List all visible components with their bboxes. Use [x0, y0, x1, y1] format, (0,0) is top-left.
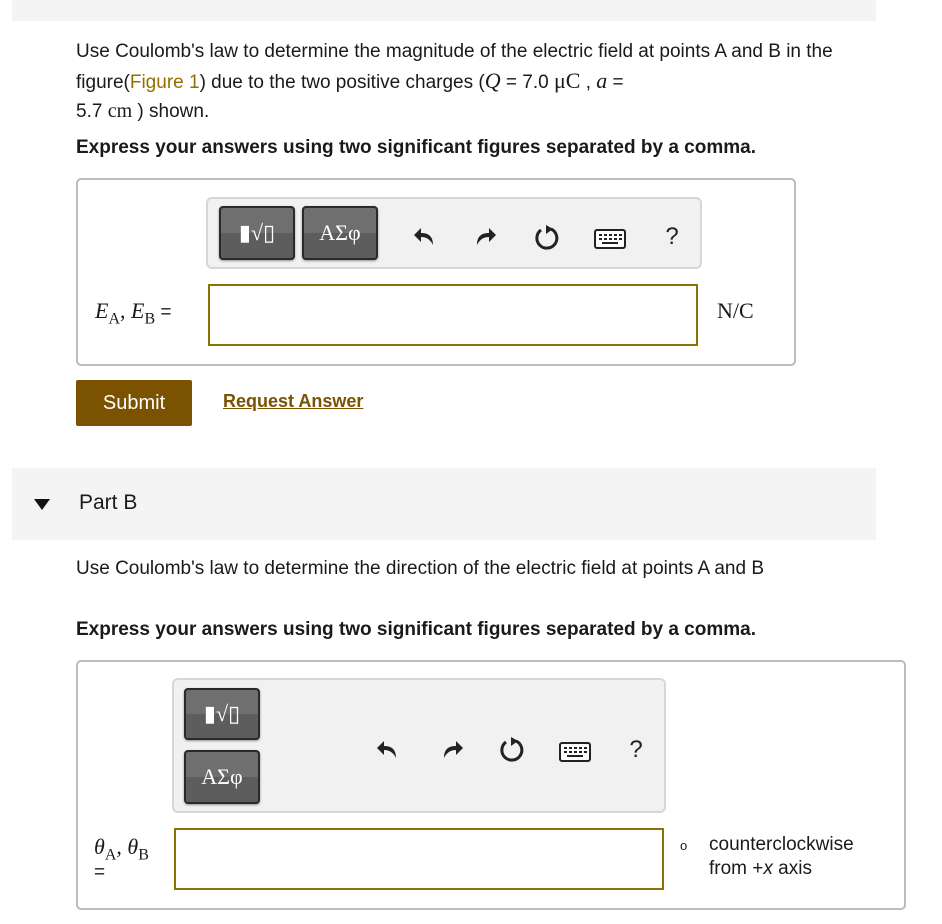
redo-icon-b[interactable]: [437, 734, 467, 764]
part-b-answer-label: [94, 834, 149, 864]
greek-label: ΑΣφ: [319, 220, 361, 245]
greek-label-b: ΑΣφ: [201, 764, 243, 789]
a-value: 5.7: [76, 101, 103, 122]
unit-line-1: counterclockwise: [709, 834, 854, 855]
a-symbol: a: [596, 68, 608, 93]
top-bar: [12, 0, 876, 21]
keyboard-icon[interactable]: [593, 227, 627, 251]
unit-line-2-post: axis: [772, 858, 812, 879]
request-answer-link[interactable]: Request Answer: [223, 391, 364, 411]
undo-icon[interactable]: [410, 221, 440, 251]
part-b-question: Use Coulomb's law to determine the direction of the electric field at points A and B: [76, 558, 764, 579]
figure-link[interactable]: Figure 1: [129, 72, 200, 93]
template-label: ▮√▯: [238, 220, 276, 245]
sub-b: B: [144, 310, 156, 328]
sub-a: A: [108, 310, 121, 328]
part-b-header[interactable]: [12, 468, 876, 540]
collapse-triangle-icon[interactable]: [34, 498, 50, 510]
template-button-b[interactable]: [184, 688, 260, 740]
question-text-end: ) shown.: [132, 101, 210, 122]
part-b-equals: =: [94, 862, 106, 883]
question-text-mid: ) due to the two positive charges (: [199, 72, 485, 93]
redo-icon[interactable]: [470, 221, 500, 251]
theta-symbol-2: θ: [127, 834, 139, 859]
e-symbol-2: E: [131, 298, 145, 323]
part-b-instruction: Express your answers using two significant figures separated by a comma.: [76, 619, 756, 640]
help-icon-b[interactable]: ?: [629, 736, 643, 763]
label-comma-b: ,: [116, 834, 128, 859]
q-symbol: Q: [484, 68, 501, 93]
greek-symbols-button-b[interactable]: [184, 750, 260, 804]
label-comma: ,: [120, 298, 132, 323]
unit-line-2-pre: from +: [709, 858, 764, 879]
q-equals: = 7.0: [500, 72, 554, 93]
part-a-answer-input[interactable]: [208, 284, 698, 346]
sub-a-b: A: [104, 846, 117, 864]
part-a-instruction: Express your answers using two significant figures separated by a comma.: [76, 137, 756, 158]
part-b-unit: [709, 833, 854, 881]
unit-x: x: [763, 858, 773, 879]
theta-symbol: θ: [94, 834, 105, 859]
part-b-answer-input[interactable]: [174, 828, 664, 890]
part-a-question: [76, 37, 866, 126]
a-separator: ,: [580, 72, 597, 93]
q-unit: μC: [553, 68, 581, 93]
submit-button[interactable]: Submit: [76, 380, 192, 426]
a-unit: cm: [107, 100, 133, 122]
template-label-b: ▮√▯: [203, 701, 241, 726]
e-symbol: E: [95, 298, 109, 323]
a-equals: =: [607, 72, 624, 93]
part-a-answer-label: [95, 298, 172, 328]
part-b-title: Part B: [79, 491, 138, 514]
keyboard-icon-b[interactable]: [558, 740, 592, 764]
undo-icon-b[interactable]: [373, 734, 403, 764]
question-text: Use Coulomb's law to determine the magnitude of the electric field at points A and B in the figure(: [76, 41, 833, 93]
reset-icon[interactable]: [531, 222, 563, 254]
help-icon[interactable]: ?: [665, 223, 679, 250]
greek-symbols-button[interactable]: [302, 206, 378, 260]
sub-b-b: B: [138, 846, 149, 864]
template-button[interactable]: [219, 206, 295, 260]
reset-icon-b[interactable]: [496, 734, 528, 766]
part-a-unit: N/C: [717, 298, 754, 323]
degree-symbol: o: [680, 838, 688, 853]
label-equals: =: [155, 302, 172, 323]
